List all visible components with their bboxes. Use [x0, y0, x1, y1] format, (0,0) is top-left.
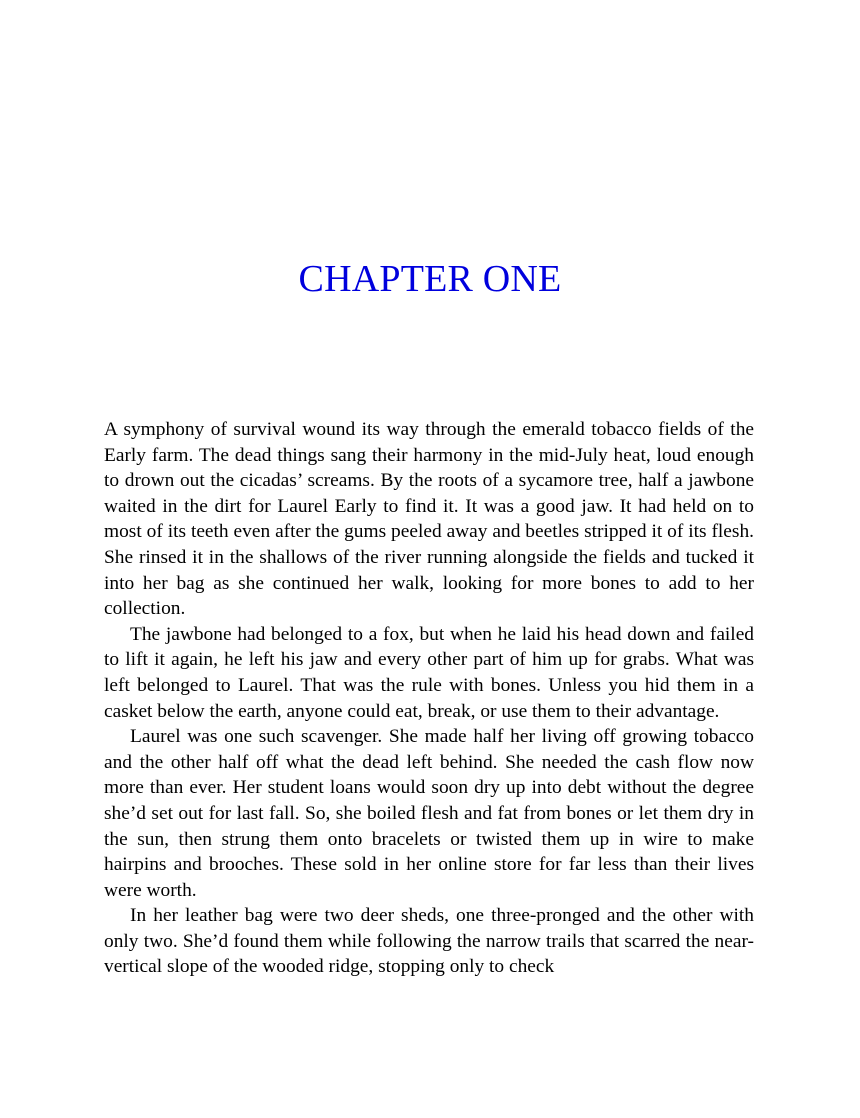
- paragraph-1: A symphony of survival wound its way through the emerald tobacco fields of the Early farm. The dead things sang their harmony in the mid-July heat, loud enough to drown out the cicadas’ screams. By the roots of a sycamore tree, half a jawbone waited in the dirt for Laurel Early to find it. It was a good jaw. It had held on to most of its teeth even after the gums peeled away and beetles stripped it of its flesh. She rinsed it in the shallows of the river running alongside the fields and tucked it into her bag as she continued her walk, looking for more bones to add to her collection.: [104, 419, 754, 620]
- chapter-title: CHAPTER ONE: [298, 258, 562, 300]
- chapter-body: [104, 417, 754, 980]
- paragraph-4: In her leather bag were two deer sheds, one three-pronged and the other with only two. She’d found them while following the narrow trails that scarred the near-vertical slope of the wooded ridge, stopping only to check: [104, 905, 754, 978]
- paragraph-2: The jawbone had belonged to a fox, but when he laid his head down and failed to lift it again, he left his jaw and every other part of him up for grabs. What was left belonged to Laurel. That was the rule with bones. Unless you hid them in a casket below the earth, anyone could eat, break, or use them to their advantage.: [104, 623, 754, 722]
- paragraph-3: Laurel was one such scavenger. She made half her living off growing tobacco and the other half off what the dead left behind. She needed the cash flow now more than ever. Her student loans would soon dry up into debt without the degree she’d set out for last fall. So, she boiled flesh and fat from bones or let them dry in the sun, then strung them onto bracelets or twisted them up in wire to make hairpins and brooches. These sold in her online store for far less than their lives were worth.: [104, 726, 754, 901]
